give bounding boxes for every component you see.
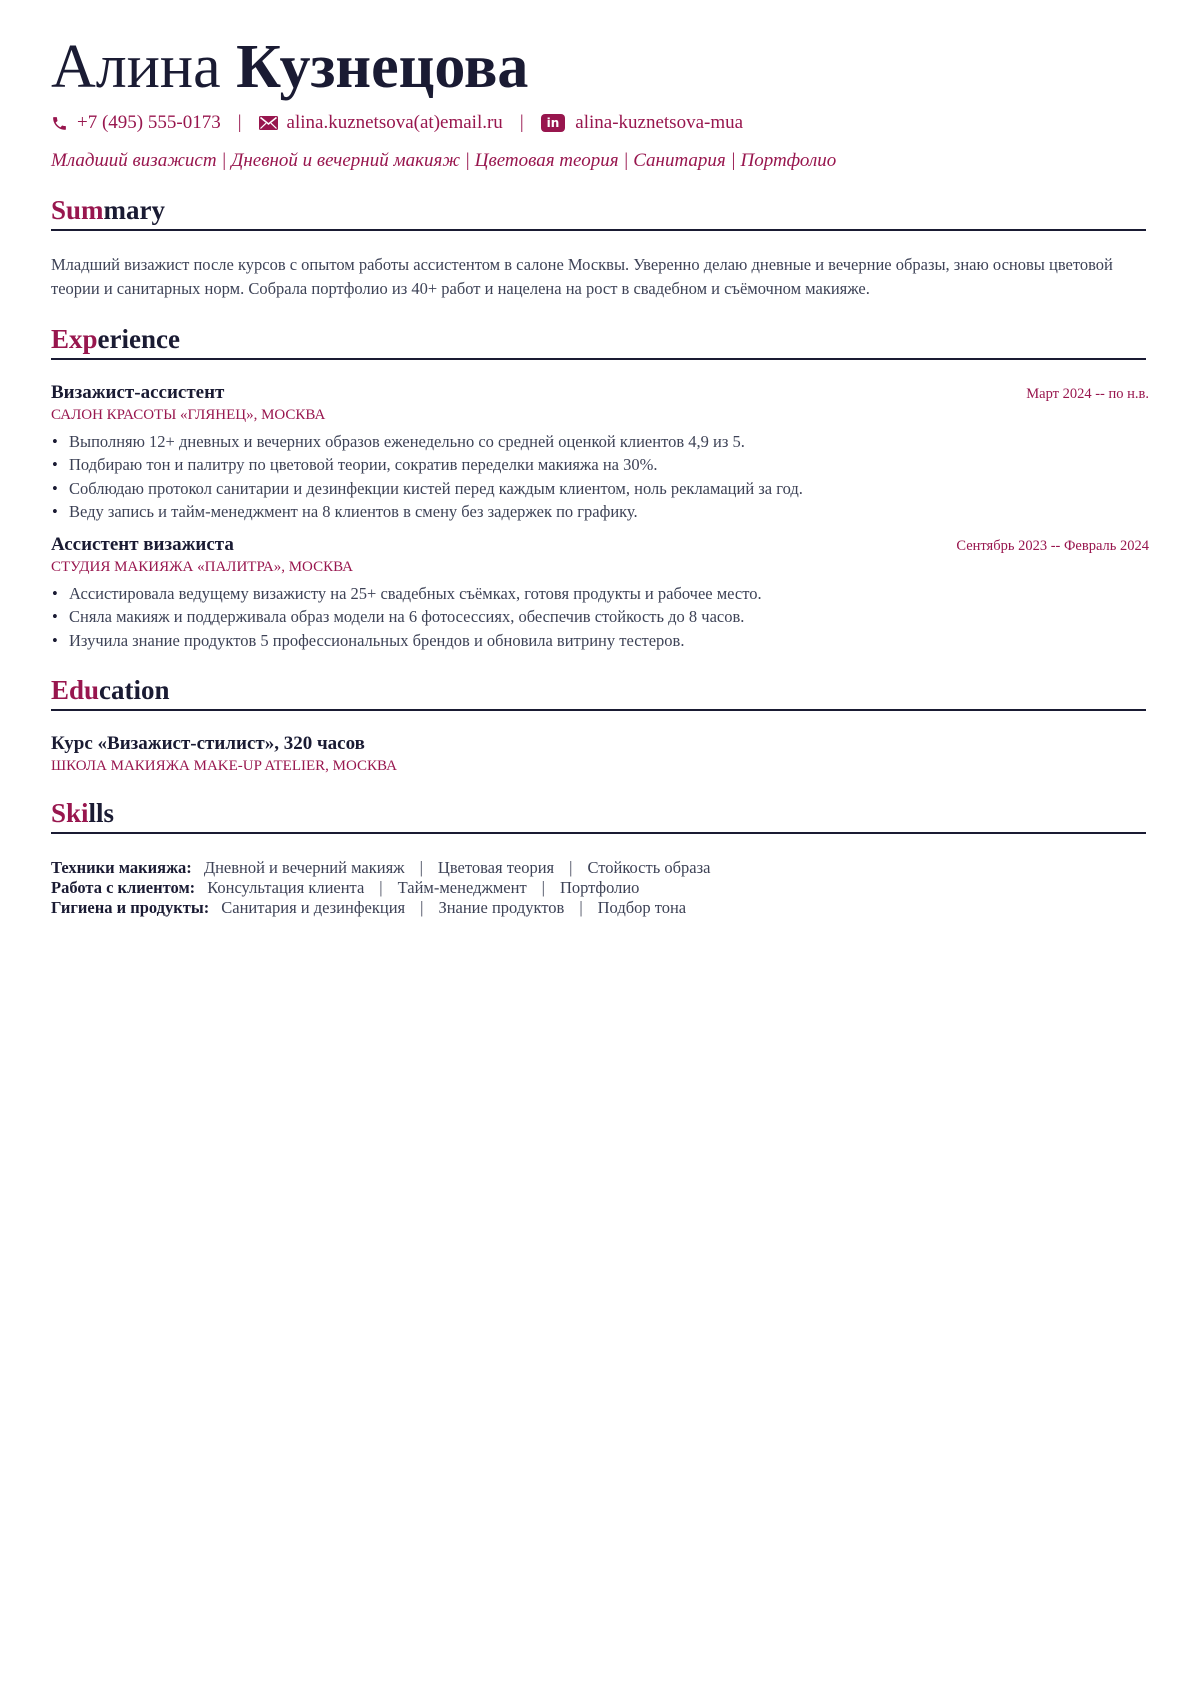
job-bullet: • Выполняю 12+ дневных и вечерних образов еженедельно со средней оценкой клиентов 4,9 из 5. bbox=[51, 430, 1146, 454]
skill-item: Подбор тона bbox=[597, 897, 687, 917]
job-date: Март 2024 -- по н.в. bbox=[1026, 385, 1149, 402]
job-header bbox=[51, 381, 1149, 404]
job-bullet: • Сняла макияж и поддерживала образ модели на 6 фотосессиях, обеспечив стойкость до 8 часов. bbox=[51, 605, 1146, 629]
section-title-accent: Sum bbox=[51, 195, 104, 226]
last-name: Кузнецова bbox=[236, 33, 529, 101]
skill-category: Работа с клиентом: bbox=[51, 877, 196, 897]
job-bullet: • Ассистировала ведущему визажисту на 25+ свадебных съёмках, готовя продукты и рабочее место. bbox=[51, 582, 1146, 606]
job-bullets bbox=[51, 430, 1146, 524]
skill-separator: | bbox=[419, 857, 423, 877]
first-name: Алина bbox=[51, 33, 221, 101]
job-entry bbox=[51, 381, 1149, 524]
job-bullet: • Изучила знание продуктов 5 профессиональных брендов и обновила витрину тестеров. bbox=[51, 629, 1146, 653]
email-address: alina.kuznetsova(at)email.ru bbox=[286, 112, 503, 134]
job-organization: САЛОН КРАСОТЫ «ГЛЯНЕЦ», МОСКВА bbox=[51, 406, 326, 423]
skill-category: Гигиена и продукты: bbox=[51, 897, 210, 917]
job-organization: СТУДИЯ МАКИЯЖА «ПАЛИТРА», МОСКВА bbox=[51, 558, 353, 575]
contact-separator: | bbox=[237, 112, 242, 134]
skill-item: Санитария и дезинфекция bbox=[221, 897, 406, 917]
phone-contact[interactable] bbox=[51, 112, 221, 134]
section-title-rest: mary bbox=[103, 195, 166, 226]
job-bullet: • Веду запись и тайм-менеджмент на 8 клиентов в смену без задержек по графику. bbox=[51, 500, 1146, 524]
job-header bbox=[51, 533, 1149, 556]
education-entry bbox=[51, 733, 1146, 775]
skill-separator: | bbox=[541, 877, 545, 897]
skill-category: Техники макияжа: bbox=[51, 857, 192, 877]
skill-item: Консультация клиента bbox=[207, 877, 365, 897]
job-bullet: • Соблюдаю протокол санитарии и дезинфекции кистей перед каждым клиентом, ноль рекламаций за год. bbox=[51, 477, 1146, 501]
job-date: Сентябрь 2023 -- Февраль 2024 bbox=[956, 537, 1149, 554]
skill-item: Дневной и вечерний макияж bbox=[203, 857, 405, 877]
tagline: Младший визажист | Дневной и вечерний макияж | Цветовая теория | Санитария | Портфолио bbox=[51, 150, 837, 172]
skill-item: Цветовая теория bbox=[437, 857, 555, 877]
job-bullet: • Подбираю тон и палитру по цветовой теории, сократив переделки макияжа на 30%. bbox=[51, 453, 1146, 477]
contact-line bbox=[51, 112, 1146, 134]
job-title: Ассистент визажиста bbox=[51, 533, 234, 555]
skill-item: Портфолио bbox=[559, 877, 640, 897]
job-bullets bbox=[51, 582, 1146, 653]
contact-separator: | bbox=[519, 112, 524, 134]
linkedin-contact[interactable] bbox=[541, 112, 743, 134]
section-title-accent: Ski bbox=[51, 798, 89, 829]
summary-text: Младший визажист после курсов с опытом работы ассистентом в салоне Москвы. Уверенно делаю дневные и вечерние образы, знаю основы цветовой теории и санитарных норм. Собрала портфолио из 40+ работ и нацелена на рост в свадебном и съёмочном макияже. bbox=[51, 255, 1113, 299]
skill-separator: | bbox=[379, 877, 383, 897]
phone-number: +7 (495) 555-0173 bbox=[77, 112, 221, 134]
section-title-education bbox=[51, 674, 1146, 711]
skill-separator: | bbox=[579, 897, 583, 917]
skill-item: Стойкость образа bbox=[587, 857, 711, 877]
skill-separator: | bbox=[569, 857, 573, 877]
job-entry bbox=[51, 533, 1149, 653]
job-title: Визажист-ассистент bbox=[51, 381, 225, 403]
section-title-skills bbox=[51, 797, 1146, 834]
skills-list bbox=[51, 858, 1146, 918]
education-organization: ШКОЛА МАКИЯЖА MAKE-UP ATELIER, МОСКВА bbox=[51, 758, 397, 775]
envelope-icon bbox=[259, 116, 278, 130]
email-contact[interactable] bbox=[259, 112, 503, 134]
section-title-rest: cation bbox=[99, 675, 170, 706]
skill-item: Знание продуктов bbox=[438, 897, 565, 917]
resume-page bbox=[51, 30, 1149, 918]
section-title-rest: lls bbox=[88, 798, 115, 829]
linkedin-handle: alina-kuznetsova-mua bbox=[575, 112, 744, 134]
section-title-accent: Exp bbox=[51, 324, 98, 355]
section-title-experience bbox=[51, 323, 1146, 360]
section-title-summary bbox=[51, 194, 1146, 231]
skill-row bbox=[51, 878, 1146, 898]
skill-row bbox=[51, 898, 1146, 918]
education-title: Курс «Визажист-стилист», 320 часов bbox=[51, 733, 365, 755]
skill-item: Тайм-менеджмент bbox=[397, 877, 527, 897]
linkedin-icon: in bbox=[541, 114, 566, 132]
section-title-rest: erience bbox=[97, 324, 180, 355]
skill-row bbox=[51, 858, 1146, 878]
candidate-name bbox=[51, 30, 1146, 104]
section-title-accent: Edu bbox=[51, 675, 100, 706]
phone-icon bbox=[51, 115, 68, 132]
skill-separator: | bbox=[420, 897, 424, 917]
